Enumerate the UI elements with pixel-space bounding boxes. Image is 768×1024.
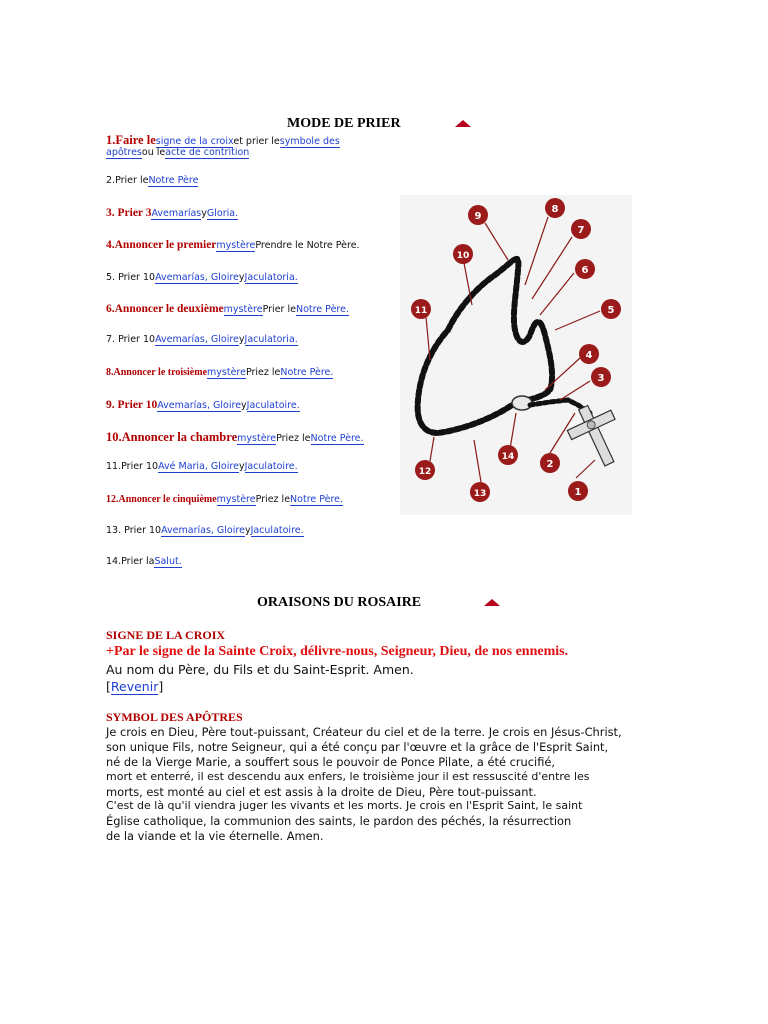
link-mystere[interactable]: mystère	[207, 367, 246, 378]
link-jaculatoire[interactable]: Jaculatoire.	[250, 525, 304, 536]
link-avemarias[interactable]: Avemarías	[151, 208, 202, 219]
symbol-line: Je crois en Dieu, Père tout-puissant, Créateur du ciel et de la terre. Je crois en Jésus-Christ,	[106, 725, 622, 739]
link-notre-pere[interactable]: Notre Père.	[310, 433, 364, 444]
rosary-badge-8	[545, 198, 565, 218]
oraisons-title: ORAISONS DU ROSAIRE	[257, 595, 422, 610]
link-acte-contrition[interactable]: acte de contrition	[165, 147, 250, 158]
link-avemarias-gloire[interactable]: Avemarías, Gloire	[155, 272, 239, 283]
svg-text:1: 1	[574, 487, 582, 498]
back-to-top-arrow-icon[interactable]	[455, 120, 471, 127]
step-13: 13. Prier 10Avemarías, GloireyJaculatoire.	[106, 525, 304, 536]
rosary-badge-11	[411, 299, 431, 319]
rosary-badge-6	[575, 259, 595, 279]
step-1: 1.Faire lesigne de la croixet prier lesymbole des	[106, 133, 340, 147]
step-12: 12.Annoncer le cinquièmemystèrePriez leNotre Père.	[106, 494, 344, 505]
rosary-badge-2	[540, 453, 560, 473]
svg-text:12: 12	[418, 467, 432, 477]
step-6: 6.Annoncer le deuxièmemystèrePrier leNotre Père.	[106, 303, 349, 315]
mode-title: MODE DE PRIER	[287, 116, 401, 131]
link-notre-pere[interactable]: Notre Père.	[295, 304, 349, 315]
link-mystere[interactable]: mystère	[237, 433, 277, 444]
step-10: 10.Annoncer la chambremystèrePriez leNotre Père.	[106, 430, 364, 444]
svg-text:10: 10	[456, 251, 470, 261]
svg-text:7: 7	[577, 225, 585, 236]
step-1-cont: apôtresou leacte de contrition	[106, 147, 250, 158]
signe-line-2: Au nom du Père, du Fils et du Saint-Esprit. Amen.	[106, 662, 414, 677]
link-notre-pere[interactable]: Notre Père.	[280, 367, 334, 378]
link-jaculatoria[interactable]: Jaculatoria.	[244, 334, 298, 345]
revenir-line: [Revenir]	[106, 679, 164, 694]
link-gloria[interactable]: Gloria.	[206, 208, 239, 219]
link-symbole-apotres[interactable]: symbole des	[279, 136, 340, 147]
svg-text:14: 14	[501, 452, 515, 462]
link-ave-maria-gloire[interactable]: Avé Maria, Gloire	[158, 461, 239, 472]
link-jaculatoria[interactable]: Jaculatoria.	[244, 272, 298, 283]
link-avemarias-gloire[interactable]: Avemarías, Gloire	[161, 525, 245, 536]
rosary-badge-9	[468, 205, 488, 225]
signe-title: SIGNE DE LA CROIX	[106, 628, 226, 642]
rosary-badge-14	[498, 445, 518, 465]
link-signe-croix[interactable]: signe de la croix	[155, 136, 234, 147]
symbol-line: mort et enterré, il est descendu aux enfers, le troisième jour il est ressuscité d'entre les	[106, 770, 590, 783]
rosary-badge-3	[591, 367, 611, 387]
svg-text:2: 2	[546, 459, 554, 470]
link-mystere[interactable]: mystère	[223, 304, 263, 315]
step-7: 7. Prier 10Avemarías, GloireyJaculatoria.	[106, 334, 298, 345]
rosary-badge-4	[579, 344, 599, 364]
symbol-line: de la viande et la vie éternelle. Amen.	[106, 829, 324, 843]
rosary-illustration	[400, 195, 632, 515]
revenir-link[interactable]: Revenir	[110, 679, 159, 694]
symbol-line: né de la Vierge Marie, a souffert sous le pouvoir de Ponce Pilate, a été crucifié,	[106, 755, 555, 769]
svg-text:5: 5	[607, 305, 615, 316]
link-avemarias-gloire[interactable]: Avemarías, Gloire	[157, 400, 242, 411]
svg-text:11: 11	[414, 306, 428, 316]
link-avemarias-gloire[interactable]: Avemarías, Gloire	[155, 334, 239, 345]
step-2: 2.Prier leNotre Père	[106, 175, 199, 186]
link-notre-pere[interactable]: Notre Père	[148, 175, 199, 186]
rosary-badge-10	[453, 244, 473, 264]
step-5: 5. Prier 10Avemarías, GloireyJaculatoria.	[106, 272, 298, 283]
step-11: 11.Prier 10Avé Maria, GloireyJaculatoire.	[106, 461, 298, 472]
rosary-badge-7	[571, 219, 591, 239]
svg-text:13: 13	[473, 489, 487, 499]
link-salut[interactable]: Salut.	[154, 556, 182, 567]
rosary-badge-12	[415, 460, 435, 480]
symbol-line: Église catholique, la communion des saints, le pardon des péchés, la résurrection	[106, 814, 572, 828]
link-jaculatoire[interactable]: Jaculatoire.	[246, 400, 300, 411]
rosary-badge-1	[568, 481, 588, 501]
rosary-badge-5	[601, 299, 621, 319]
symbol-title: SYMBOL DES APÔTRES	[106, 710, 243, 724]
link-mystere[interactable]: mystère	[216, 494, 256, 505]
step-9: 9. Prier 10Avemarías, GloireyJaculatoire.	[106, 399, 300, 411]
symbol-line: son unique Fils, notre Seigneur, qui a été conçu par l'œuvre et la grâce de l'Esprit Saint,	[106, 740, 609, 754]
svg-text:4: 4	[585, 350, 593, 361]
step-14: 14.Prier laSalut.	[106, 556, 182, 567]
step-8: 8.Annoncer le troisièmemystèrePriez leNotre Père.	[106, 367, 334, 378]
back-to-top-arrow-icon[interactable]	[484, 599, 500, 606]
svg-text:8: 8	[551, 204, 559, 215]
svg-text:6: 6	[581, 265, 589, 276]
rosary-badge-13	[470, 482, 490, 502]
svg-text:9: 9	[474, 211, 482, 222]
symbol-line: C'est de là qu'il viendra juger les vivants et les morts. Je crois en l'Esprit Saint, le saint	[106, 799, 583, 812]
step-4: 4.Annoncer le premiermystèrePrendre le Notre Père.	[106, 239, 360, 251]
link-apotres[interactable]: apôtres	[106, 147, 142, 158]
svg-text:3: 3	[597, 373, 605, 384]
symbol-line: morts, est monté au ciel et est assis à la droite de Dieu, Père tout-puissant.	[106, 785, 537, 799]
signe-line-1: +Par le signe de la Sainte Croix, délivre-nous, Seigneur, Dieu, de nos ennemis.	[106, 644, 569, 659]
link-notre-pere[interactable]: Notre Père.	[290, 494, 344, 505]
step-3: 3. Prier 3AvemaríasyGloria.	[106, 207, 239, 219]
link-mystere[interactable]: mystère	[216, 240, 256, 251]
link-jaculatoire[interactable]: Jaculatoire.	[244, 461, 298, 472]
